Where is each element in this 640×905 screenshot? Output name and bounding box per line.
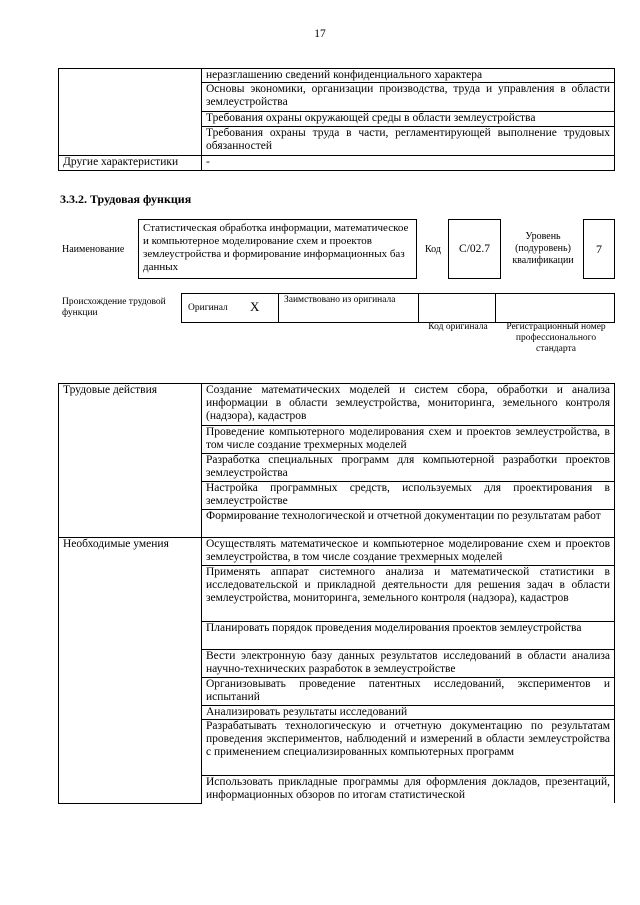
labor-function-table [58,383,615,804]
labor-actions-label: Трудовые действия [59,384,202,538]
original-code-caption: Код оригинала [428,322,488,332]
skills-label: Необходимые умения [59,538,202,804]
original-mark: X [250,299,260,314]
skill-item: Планировать порядок проведения моделирования проектов землеустройства [202,622,615,650]
row-label-cell [59,69,202,156]
skill-item: Анализировать результаты исследований [202,706,615,720]
section-heading: 3.3.2. Трудовая функция [60,192,192,206]
table-row [59,538,615,566]
registration-number-box [495,293,615,323]
code-label: Код [425,244,441,255]
qualification-level-box: 7 [583,219,615,279]
knowledge-item: Требования охраны труда в части, регламентирующей выполнение трудовых обязанностей [202,127,615,156]
origin-label: Происхождение трудовой функции [62,297,166,318]
labor-action-item: Создание математических моделей и систем сбора, обработки и анализа информации в области землеустройства, мониторинга, земельного контроля (надзора), кадастров [202,384,615,426]
knowledge-item: неразглашению сведений конфиденциального характера [202,69,615,83]
table-row [59,384,615,426]
page-number: 17 [314,28,326,40]
knowledge-item: Требования охраны окружающей среды в области землеустройства [202,112,615,127]
skill-item: Разрабатывать технологическую и отчетную документацию по результатам проведения экспериментов, наблюдений и измерений в области землеустройства с применением специализированных компьютерных программ [202,720,615,776]
other-characteristics-label: Другие характеристики [59,156,202,171]
registration-number-caption: Регистрационный номер профессионального стандарта [506,322,606,354]
labor-action-item: Настройка программных средств, используемых для проектирования в землеустройстве [202,482,615,510]
function-name-box: Статистическая обработка информации, математическое и компьютерное моделирование схем и проектов землеустройства и формирование информационных баз данных [138,219,417,279]
labor-action-item: Формирование технологической и отчетной документации по результатам работ [202,510,615,538]
original-code-box [418,293,496,323]
knowledge-item: Основы экономики, организации производства, труда и управления в области землеустройства [202,83,615,112]
code-box: C/02.7 [448,219,501,279]
skill-item: Применять аппарат системного анализа и математической статистики в исследовательской и прикладной деятельности для решения задач в области землеустройства, мониторинга, земельного контроля (надзора), кадастров [202,566,615,622]
knowledge-table-continuation [58,68,615,171]
qualification-level-label: Уровень (подуровень) квалификации [512,231,574,266]
table-row [59,69,615,83]
skill-item: Вести электронную базу данных результатов исследований в области анализа научно-технических разработок в землеустройстве [202,650,615,678]
other-characteristics-value: - [202,156,615,171]
skill-item: Осуществлять математическое и компьютерное моделирование схем и проектов землеустройства, в том числе создание трехмерных моделей [202,538,615,566]
skill-item: Использовать прикладные программы для оформления докладов, презентаций, информационных обзоров по итогам статистической [202,776,615,804]
borrowed-label: Заимствовано из оригинала [284,295,396,305]
labor-action-item: Разработка специальных программ для компьютерной разработки проектов землеустройства [202,454,615,482]
table-row [59,156,615,171]
skill-item: Организовывать проведение патентных исследований, экспериментов и испытаний [202,678,615,706]
labor-action-item: Проведение компьютерного моделирования схем и проектов землеустройства, в том числе создание трехмерных моделей [202,426,615,454]
original-label: Оригинал [188,303,228,313]
name-label: Наименование [62,244,125,255]
